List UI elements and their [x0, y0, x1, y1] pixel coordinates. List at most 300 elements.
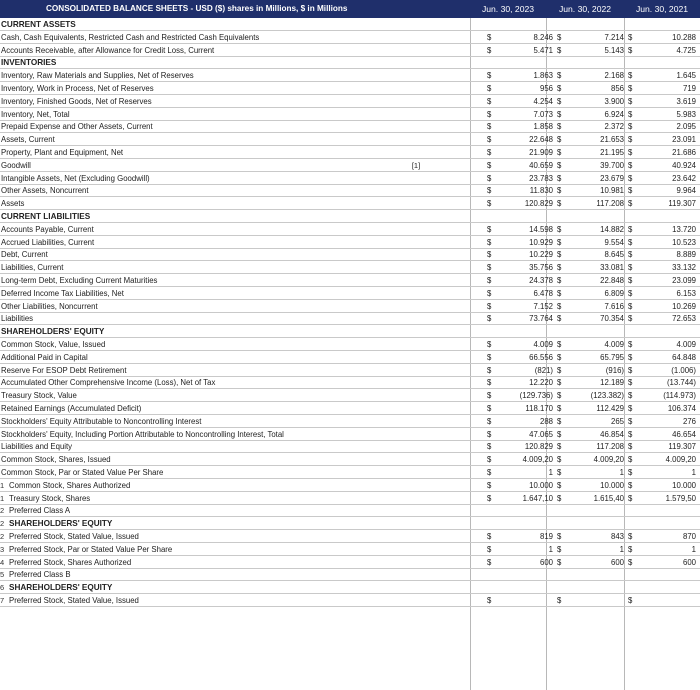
currency-symbol: $	[557, 199, 562, 209]
table-row	[0, 185, 700, 197]
currency-symbol: $	[487, 544, 492, 554]
table-row	[0, 313, 700, 325]
cell-value-2021: 13.720	[672, 224, 696, 234]
currency-symbol: $	[557, 404, 562, 413]
currency-symbol: $	[628, 224, 633, 234]
currency-symbol: $	[487, 122, 492, 132]
currency-symbol: $	[628, 160, 633, 170]
cell-value-2023: 12.220	[529, 378, 553, 388]
cell-value-2022: 1.615,40	[593, 493, 624, 503]
cell-value-2023: 1.858	[533, 122, 553, 132]
cell-value-2023: 35.756	[529, 263, 553, 273]
cell-value-2022: 5.143	[604, 45, 624, 55]
currency-symbol: $	[557, 160, 562, 170]
table-row	[0, 96, 700, 108]
cell-value-2022: 4.009	[604, 340, 624, 349]
table-row	[0, 70, 700, 82]
currency-symbol: $	[628, 480, 633, 490]
currency-symbol: $	[487, 596, 492, 605]
currency-symbol: $	[487, 532, 492, 541]
cell-value-2021: 23.099	[672, 276, 696, 285]
currency-symbol: $	[628, 314, 633, 324]
cell-value-2021: 106.374	[667, 404, 696, 413]
cell-value-2021: 10.288	[672, 32, 696, 42]
cell-value-2023: 5.471	[533, 45, 553, 55]
cell-value-2021: 600	[682, 557, 696, 567]
cell-value-2022: 1	[619, 544, 624, 554]
cell-value-2021: 21.686	[672, 148, 696, 157]
cell-value-2021: (13.744)	[666, 378, 696, 388]
table-row	[0, 569, 700, 581]
row-label: Prepaid Expense and Other Assets, Current	[1, 122, 153, 132]
table-row	[0, 160, 700, 172]
cell-value-2023: 73.764	[529, 314, 553, 324]
cell-value-2023: (821)	[534, 365, 553, 375]
cell-value-2021: 46.654	[672, 429, 696, 439]
currency-symbol: $	[557, 416, 562, 426]
currency-symbol: $	[557, 391, 562, 401]
currency-symbol: $	[557, 109, 562, 119]
cell-value-2022: 10.000	[600, 480, 624, 490]
cell-value-2023: 10.229	[529, 250, 553, 260]
currency-symbol: $	[487, 468, 492, 477]
row-label: Goodwill	[1, 160, 31, 170]
cell-value-2022: 22.848	[600, 276, 624, 285]
line-number: 7	[0, 596, 5, 605]
currency-symbol: $	[628, 391, 633, 401]
currency-symbol: $	[557, 96, 562, 106]
cell-value-2022: 856	[610, 84, 624, 93]
currency-symbol: $	[487, 237, 492, 247]
currency-symbol: $	[487, 442, 492, 452]
currency-symbol: $	[628, 429, 633, 439]
cell-value-2021: 1	[691, 544, 696, 554]
table-row	[0, 403, 700, 415]
table-row	[0, 377, 700, 389]
cell-value-2023: 120.829	[524, 442, 553, 452]
cell-value-2023: 1.863	[533, 71, 553, 81]
cell-value-2023: 24.378	[529, 276, 553, 285]
cell-value-2022: 9.554	[604, 237, 624, 247]
cell-value-2022: 1	[619, 468, 624, 477]
currency-symbol: $	[487, 365, 492, 375]
currency-symbol: $	[628, 378, 633, 388]
cell-value-2021: 10.269	[672, 301, 696, 311]
row-label: Intangible Assets, Net (Excluding Goodwill)	[1, 173, 150, 183]
currency-symbol: $	[487, 173, 492, 183]
table-row	[0, 441, 700, 453]
currency-symbol: $	[628, 596, 633, 605]
currency-symbol: $	[628, 301, 633, 311]
cell-value-2021: 4.725	[676, 45, 696, 55]
table-row	[0, 198, 700, 210]
currency-symbol: $	[628, 416, 633, 426]
currency-symbol: $	[628, 135, 633, 145]
currency-symbol: $	[557, 365, 562, 375]
cell-value-2022: 21.195	[600, 148, 624, 157]
section-heading: INVENTORIES	[1, 58, 57, 68]
table-row	[0, 365, 700, 377]
column-header-2022: Jun. 30, 2022	[546, 0, 624, 18]
line-number: 5	[0, 570, 5, 580]
currency-symbol: $	[487, 455, 492, 465]
cell-value-2022: 6.924	[604, 109, 624, 119]
cell-value-2022: 2.372	[604, 122, 624, 132]
row-label: Common Stock, Shares, Issued	[1, 455, 111, 465]
table-row	[0, 237, 700, 249]
table-row	[0, 493, 700, 505]
cell-value-2023: 22.648	[529, 135, 553, 145]
section-row	[0, 518, 700, 530]
currency-symbol: $	[628, 32, 633, 42]
cell-value-2023: 14.598	[529, 224, 553, 234]
section-heading: CURRENT ASSETS	[1, 20, 76, 29]
currency-symbol: $	[487, 493, 492, 503]
row-label: Stockholders' Equity, Including Portion Attributable to Noncontrolling Interest, Total	[1, 429, 284, 439]
currency-symbol: $	[628, 544, 633, 554]
section-row	[0, 19, 700, 31]
currency-symbol: $	[557, 71, 562, 81]
cell-value-2021: (1.006)	[671, 365, 696, 375]
cell-value-2022: (123.382)	[590, 391, 624, 401]
cell-value-2022: 117.208	[596, 442, 624, 452]
cell-value-2022: 265	[610, 416, 624, 426]
table-row	[0, 45, 700, 57]
currency-symbol: $	[557, 250, 562, 260]
row-label: Liabilities and Equity	[1, 442, 73, 452]
cell-value-2022: 600	[610, 557, 624, 567]
currency-symbol: $	[557, 455, 562, 465]
line-number: 2	[0, 532, 5, 541]
currency-symbol: $	[557, 442, 562, 452]
cell-value-2021: 4.009	[676, 340, 696, 349]
table-row	[0, 480, 700, 492]
currency-symbol: $	[628, 199, 633, 209]
currency-symbol: $	[557, 532, 562, 541]
cell-value-2021: 10.000	[672, 480, 696, 490]
currency-symbol: $	[487, 429, 492, 439]
section-row	[0, 582, 700, 594]
row-label: Preferred Class A	[9, 506, 71, 516]
currency-symbol: $	[557, 468, 562, 477]
row-label: Liabilities, Current	[1, 263, 64, 273]
table-row	[0, 121, 700, 133]
currency-symbol: $	[557, 276, 562, 285]
table-row	[0, 505, 700, 517]
cell-value-2021: 2.095	[676, 122, 696, 132]
table-row	[0, 557, 700, 569]
cell-value-2022: 12.189	[600, 378, 624, 388]
cell-value-2021: 33.132	[672, 263, 696, 273]
currency-symbol: $	[487, 186, 492, 196]
currency-symbol: $	[557, 122, 562, 132]
table-row	[0, 134, 700, 146]
table-row	[0, 173, 700, 185]
currency-symbol: $	[487, 416, 492, 426]
currency-symbol: $	[487, 135, 492, 145]
cell-value-2023: 288	[539, 416, 553, 426]
currency-symbol: $	[487, 263, 492, 273]
currency-symbol: $	[487, 250, 492, 260]
cell-value-2023: 4.009	[533, 340, 553, 349]
cell-value-2021: 72.653	[672, 314, 696, 324]
currency-symbol: $	[628, 186, 633, 196]
cell-value-2023: 8.246	[533, 32, 553, 42]
currency-symbol: $	[628, 122, 633, 132]
row-label: Stockholders' Equity Attributable to Noncontrolling Interest	[1, 416, 202, 426]
cell-value-2023: 7.152	[533, 301, 553, 311]
row-label: Accrued Liabilities, Current	[1, 237, 95, 247]
row-label: Preferred Stock, Stated Value, Issued	[9, 532, 139, 541]
row-label: Inventory, Work in Process, Net of Reserves	[1, 84, 154, 93]
cell-value-2021: 119.307	[668, 442, 696, 452]
currency-symbol: $	[487, 96, 492, 106]
cell-value-2022: 10.981	[600, 186, 624, 196]
row-label: Accounts Receivable, after Allowance for Credit Loss, Current	[1, 45, 215, 55]
currency-symbol: $	[487, 557, 492, 567]
cell-value-2022: 7.616	[604, 301, 624, 311]
currency-symbol: $	[628, 263, 633, 273]
row-label: Treasury Stock, Shares	[9, 493, 91, 503]
currency-symbol: $	[628, 250, 633, 260]
table-row	[0, 275, 700, 287]
cell-value-2022: 33.081	[600, 263, 624, 273]
currency-symbol: $	[487, 480, 492, 490]
table-row	[0, 595, 700, 607]
cell-value-2023: 4.009,20	[522, 455, 553, 465]
currency-symbol: $	[487, 276, 492, 285]
table-title: CONSOLIDATED BALANCE SHEETS - USD ($) shares in Millions, $ in Millions	[0, 0, 470, 18]
currency-symbol: $	[628, 237, 633, 247]
section-row	[0, 57, 700, 69]
table-row	[0, 249, 700, 261]
currency-symbol: $	[628, 557, 633, 567]
currency-symbol: $	[487, 71, 492, 81]
cell-value-2021: 9.964	[676, 186, 696, 196]
currency-symbol: $	[628, 532, 633, 541]
cell-value-2023: 47.065	[529, 429, 553, 439]
currency-symbol: $	[487, 340, 492, 349]
row-label: Common Stock, Shares Authorized	[9, 480, 131, 490]
cell-value-2023: 1.647,10	[522, 493, 553, 503]
cell-value-2022: 2.168	[604, 71, 624, 81]
currency-symbol: $	[628, 493, 633, 503]
cell-value-2021: 10.523	[672, 237, 696, 247]
section-heading: SHAREHOLDERS' EQUITY	[1, 327, 105, 337]
currency-symbol: $	[487, 199, 492, 209]
cell-value-2021	[643, 595, 696, 607]
row-label: Accumulated Other Comprehensive Income (Loss), Net of Tax	[1, 378, 216, 388]
currency-symbol: $	[557, 378, 562, 388]
cell-value-2022: 70.354	[600, 314, 624, 324]
cell-value-2022: 8.645	[604, 250, 624, 260]
currency-symbol: $	[557, 314, 562, 324]
currency-symbol: $	[487, 109, 492, 119]
cell-value-2022: 3.900	[604, 96, 624, 106]
currency-symbol: $	[628, 365, 633, 375]
cell-value-2023: 120.829	[524, 199, 553, 209]
section-heading: SHAREHOLDERS' EQUITY	[9, 583, 113, 593]
currency-symbol: $	[557, 340, 562, 349]
row-label: Reserve For ESOP Debt Retirement	[1, 365, 127, 375]
currency-symbol: $	[487, 314, 492, 324]
currency-symbol: $	[487, 32, 492, 42]
currency-symbol: $	[487, 224, 492, 234]
cell-value-2021: 1	[691, 468, 696, 477]
line-number: 6	[0, 583, 5, 593]
currency-symbol: $	[487, 352, 492, 362]
cell-value-2023: 7.073	[533, 109, 553, 119]
cell-value-2023: 11.830	[529, 186, 553, 196]
currency-symbol: $	[557, 288, 562, 298]
table-row	[0, 32, 700, 44]
row-label: Property, Plant and Equipment, Net	[1, 148, 124, 157]
cell-value-2023: 6.478	[533, 288, 553, 298]
cell-value-2021: 6.153	[676, 288, 696, 298]
currency-symbol: $	[487, 378, 492, 388]
row-label: Preferred Stock, Par or Stated Value Per Share	[9, 544, 173, 554]
cell-value-2023	[500, 595, 553, 607]
row-label: Additional Paid in Capital	[1, 352, 88, 362]
currency-symbol: $	[557, 301, 562, 311]
line-number: 1	[0, 480, 5, 490]
currency-symbol: $	[557, 45, 562, 55]
currency-symbol: $	[628, 404, 633, 413]
currency-symbol: $	[628, 84, 633, 93]
currency-symbol: $	[557, 557, 562, 567]
table-row	[0, 544, 700, 556]
currency-symbol: $	[628, 340, 633, 349]
currency-symbol: $	[557, 84, 562, 93]
cell-value-2022: 65.795	[600, 352, 624, 362]
cell-value-2023: 23.783	[529, 173, 553, 183]
column-header-2021: Jun. 30, 2021	[624, 0, 700, 18]
row-label: Other Assets, Noncurrent	[1, 186, 89, 196]
line-number: 1	[0, 493, 5, 503]
currency-symbol: $	[557, 544, 562, 554]
cell-value-2021: 23.642	[672, 173, 696, 183]
cell-value-2022: 6.809	[604, 288, 624, 298]
row-label: Other Liabilities, Noncurrent	[1, 301, 98, 311]
currency-symbol: $	[628, 276, 633, 285]
cell-value-2021: 719	[682, 84, 696, 93]
cell-value-2021: 276	[682, 416, 696, 426]
currency-symbol: $	[487, 160, 492, 170]
section-heading: CURRENT LIABILITIES	[1, 212, 91, 221]
cell-value-2021: 5.983	[676, 109, 696, 119]
currency-symbol: $	[628, 442, 633, 452]
cell-value-2022: 843	[610, 532, 624, 541]
currency-symbol: $	[628, 455, 633, 465]
table-row	[0, 147, 700, 159]
cell-value-2022: 4.009,20	[593, 455, 624, 465]
currency-symbol: $	[487, 391, 492, 401]
cell-value-2023: 956	[539, 84, 553, 93]
cell-value-2022: 46.854	[600, 429, 624, 439]
cell-value-2023: 1	[548, 468, 553, 477]
section-row	[0, 326, 700, 338]
row-label: Assets	[1, 199, 25, 209]
row-label: Retained Earnings (Accumulated Deficit)	[1, 404, 142, 413]
currency-symbol: $	[557, 148, 562, 157]
currency-symbol: $	[557, 352, 562, 362]
cell-value-2023: 1	[548, 544, 553, 554]
row-label: Treasury Stock, Value	[1, 391, 77, 401]
cell-value-2022: 7.214	[604, 32, 624, 42]
currency-symbol: $	[628, 352, 633, 362]
currency-symbol: $	[557, 135, 562, 145]
cell-value-2021: 8.889	[676, 250, 696, 260]
currency-symbol: $	[628, 109, 633, 119]
row-label: Common Stock, Par or Stated Value Per Share	[1, 468, 164, 477]
cell-value-2023: 66.556	[529, 352, 553, 362]
cell-value-2022: 14.882	[600, 224, 624, 234]
currency-symbol: $	[487, 288, 492, 298]
line-number: 3	[0, 544, 5, 554]
cell-value-2022	[571, 595, 624, 607]
cell-value-2023: 40.659	[529, 160, 553, 170]
line-number: 4	[0, 557, 5, 567]
cell-value-2022: 117.208	[596, 199, 624, 209]
table-row	[0, 416, 700, 428]
cell-value-2023: 118.170	[525, 404, 553, 413]
table-row	[0, 339, 700, 351]
currency-symbol: $	[557, 186, 562, 196]
cell-value-2022: (916)	[605, 365, 624, 375]
section-heading: SHAREHOLDERS' EQUITY	[9, 519, 113, 529]
table-row	[0, 390, 700, 402]
row-label: Deferred Income Tax Liabilities, Net	[1, 288, 124, 298]
line-number: 2	[0, 519, 5, 529]
table-row	[0, 454, 700, 466]
row-label: Long-term Debt, Excluding Current Maturities	[1, 276, 158, 285]
currency-symbol: $	[557, 480, 562, 490]
column-header-2023: Jun. 30, 2023	[470, 0, 546, 18]
line-number: 2	[0, 506, 5, 516]
row-label: Liabilities	[1, 314, 34, 324]
row-label: Inventory, Net, Total	[1, 109, 70, 119]
currency-symbol: $	[557, 224, 562, 234]
row-label: Inventory, Raw Materials and Supplies, Net of Reserves	[1, 71, 194, 81]
table-row	[0, 83, 700, 95]
currency-symbol: $	[557, 429, 562, 439]
section-row	[0, 211, 700, 223]
row-label: Assets, Current	[1, 135, 55, 145]
table-row	[0, 429, 700, 441]
row-label: Debt, Current	[1, 250, 48, 260]
cell-value-2021: 1.645	[676, 71, 696, 81]
table-row	[0, 288, 700, 300]
cell-value-2022: 39.700	[600, 160, 624, 170]
currency-symbol: $	[628, 288, 633, 298]
row-label: Accounts Payable, Current	[1, 224, 94, 234]
row-label: Inventory, Finished Goods, Net of Reserves	[1, 96, 152, 106]
currency-symbol: $	[628, 468, 633, 477]
footnote-ref: [1]	[411, 160, 421, 170]
currency-symbol: $	[557, 32, 562, 42]
cell-value-2023: 600	[539, 557, 553, 567]
table-row	[0, 224, 700, 236]
cell-value-2023: 21.909	[529, 148, 553, 157]
currency-symbol: $	[557, 237, 562, 247]
currency-symbol: $	[557, 493, 562, 503]
row-label: Cash, Cash Equivalents, Restricted Cash and Restricted Cash Equivalents	[1, 32, 260, 42]
cell-value-2021: 870	[682, 532, 696, 541]
currency-symbol: $	[557, 596, 562, 605]
currency-symbol: $	[628, 148, 633, 157]
currency-symbol: $	[487, 45, 492, 55]
cell-value-2022: 21.653	[600, 135, 624, 145]
